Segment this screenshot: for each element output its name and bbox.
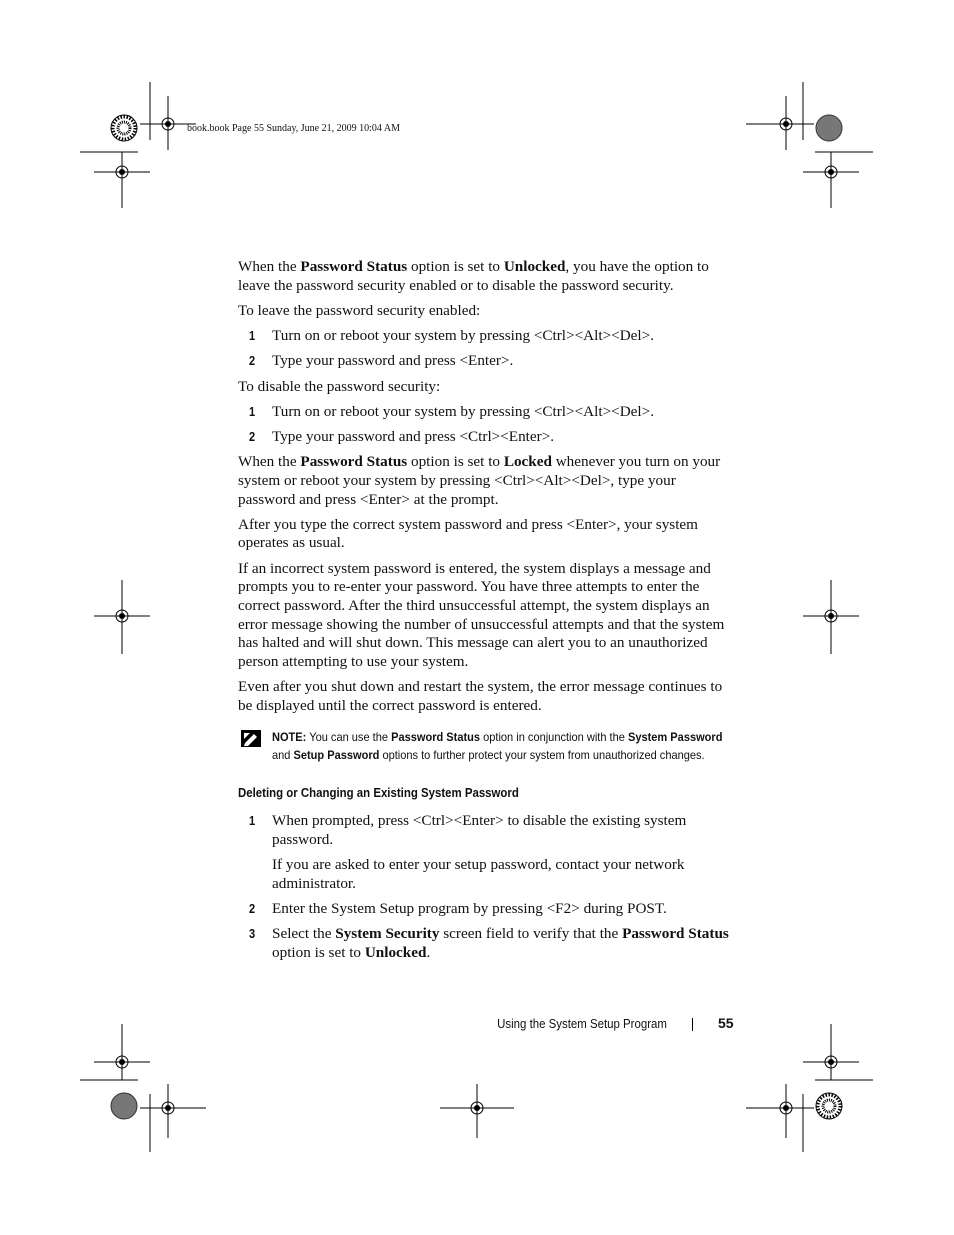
footer-divider (692, 1018, 693, 1031)
paragraph-3: To disable the password security: (238, 377, 441, 395)
paragraph-4: When the Password Status option is set to Locked whenever you turn on your system or reboot your system by pressing <Ctrl><Alt><Del>, type your password and press <Enter> at the prompt. (238, 453, 721, 508)
pencil-note-icon (241, 730, 261, 747)
list-item: 1 Turn on or reboot your system by pressing <Ctrl><Alt><Del>. (249, 327, 654, 345)
paragraph-1: When the Password Status option is set to Unlocked, you have the option to leave the password security enabled or to disable the password security. (238, 258, 709, 294)
paragraph-6: If an incorrect system password is entered, the system displays a message and prompts you to re-enter your password. You have three attempts to enter the correct password. After the third unsuccessful attempt, the system displays an error message showing the number of unsuccessful attempts and that the system has halted and will shut down. This message can alert you to an unauthorized person attempting to use your system. (238, 559, 725, 671)
page-number: 55 (718, 1015, 734, 1031)
footer-title: Using the System Setup Program (497, 1016, 667, 1031)
list-item: 1 When prompted, press <Ctrl><Enter> to disable the existing system password. If you are asked to enter your setup password, contact your network administrator. (238, 812, 736, 893)
list-item: 1 Turn on or reboot your system by pressing <Ctrl><Alt><Del>. (249, 402, 654, 420)
section-heading: Deleting or Changing an Existing System Password (238, 784, 519, 800)
list-item: 2 Type your password and press <Ctrl><Enter>. (249, 427, 555, 445)
paragraph-2: To leave the password security enabled: (238, 301, 481, 319)
note-label: NOTE: (272, 729, 307, 744)
note-box: NOTE: You can use the Password Status option in conjunction with the System Password and Setup Password options to further protect your system from unauthorized changes. (238, 728, 736, 764)
list-item: 2 Enter the System Setup program by pressing <F2> during POST. (249, 900, 667, 918)
list-item: 2 Type your password and press <Enter>. (249, 352, 514, 370)
page-body (238, 258, 736, 969)
list-item: 3 Select the System Security screen field to verify that the Password Status option is set to Unlocked. (249, 925, 729, 962)
paragraph-5: After you type the correct system password and press <Enter>, your system operates as usual. (238, 515, 698, 552)
print-slug: book.book Page 55 Sunday, June 21, 2009 10:04 AM (187, 123, 400, 134)
paragraph-7: Even after you shut down and restart the system, the error message continues to be displayed until the correct password is entered. (238, 678, 723, 715)
step-note: If you are asked to enter your setup password, contact your network administrator. (272, 856, 685, 893)
